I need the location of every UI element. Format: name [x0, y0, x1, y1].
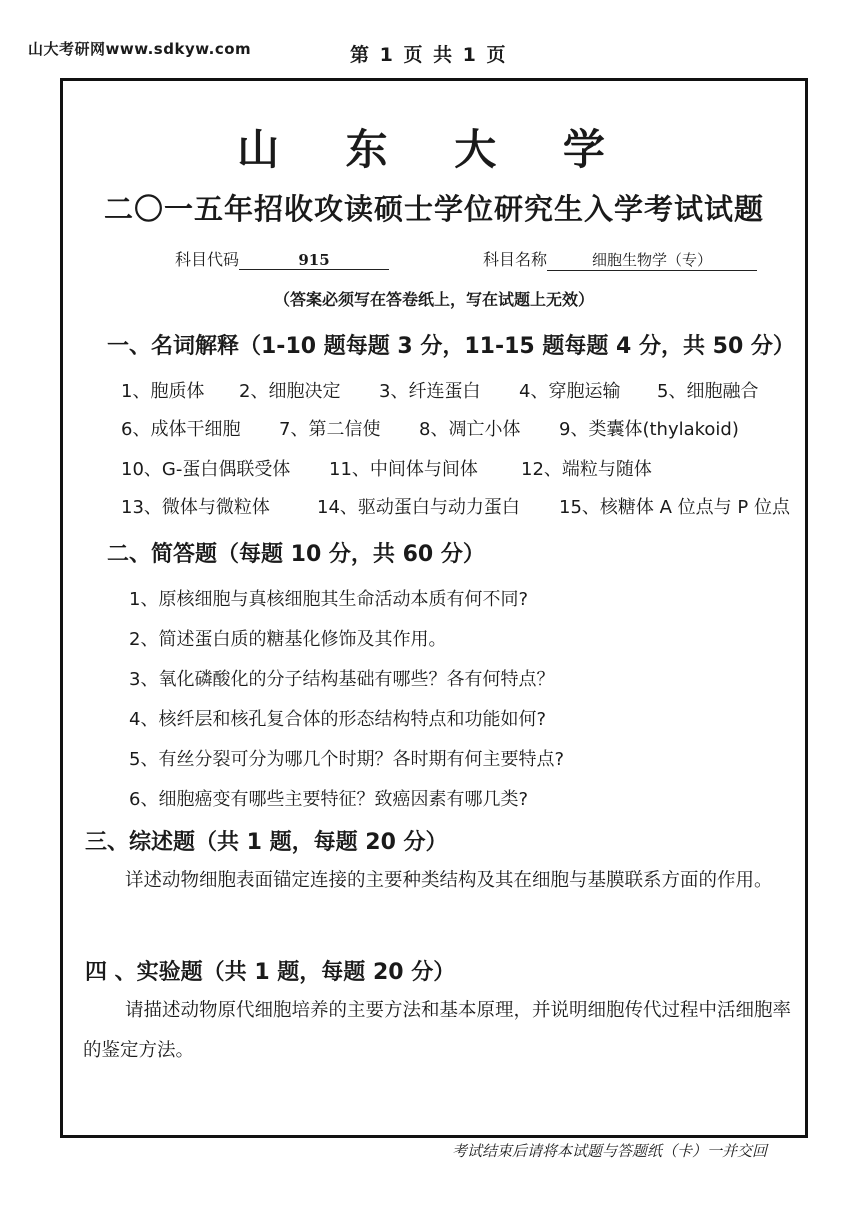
university-name: 山 东 大 学 [237, 125, 631, 174]
term-item: 5、细胞融合 [657, 381, 759, 402]
term-item: 11、中间体与间体 [329, 459, 478, 480]
term-item: 1、胞质体 [121, 381, 205, 402]
term-item: 3、纤连蛋白 [379, 381, 481, 402]
question-item: 2、简述蛋白质的糖基化修饰及其作用。 [129, 629, 447, 650]
subject-code [175, 247, 389, 270]
section2-title: 二、简答题（每题 10 分，共 60 分） [107, 542, 485, 567]
term-item: 8、凋亡小体 [419, 419, 521, 440]
term-item: 9、类囊体(thylakoid) [559, 419, 739, 440]
term-item: 10、G-蛋白偶联受体 [121, 459, 291, 480]
question-item: 3、氧化磷酸化的分子结构基础有哪些？各有何特点？ [129, 669, 555, 690]
term-item: 14、驱动蛋白与动力蛋白 [317, 497, 520, 518]
site-watermark: 山大考研网www.sdkyw.com [28, 40, 252, 58]
question-item: 1、原核细胞与真核细胞其生命活动本质有何不同? [129, 589, 529, 610]
term-item: 12、端粒与随体 [521, 459, 652, 480]
term-item: 2、细胞决定 [239, 381, 341, 402]
subject-name-label: 科目名称 [483, 250, 548, 269]
section3-text: 详述动物细胞表面锚定连接的主要种类结构及其在细胞与基膜联系方面的作用。 [125, 870, 773, 891]
section3-title: 三、综述题（共 1 题，每题 20 分） [85, 830, 448, 855]
subject-name-value: 细胞生物学（专） [547, 249, 757, 271]
section4-title: 四 、实验题（共 1 题，每题 20 分） [85, 960, 456, 985]
section1-title: 一、名词解释（1-10 题每题 3 分，11-15 题每题 4 分，共 50 分） [107, 334, 795, 359]
term-item: 13、微体与微粒体 [121, 497, 270, 518]
term-item: 4、穿胞运输 [519, 381, 621, 402]
page-number: 第 1 页 共 1 页 [350, 44, 508, 66]
question-item: 4、核纤层和核孔复合体的形态结构特点和功能如何? [129, 709, 547, 730]
footer-note: 考试结束后请将本试题与答题纸（卡）一并交回 [452, 1142, 768, 1160]
subject-name [483, 247, 757, 271]
subject-code-label: 科目代码 [175, 250, 240, 269]
question-item: 6、细胞癌变有哪些主要特征？致癌因素有哪几类? [129, 789, 529, 810]
question-item: 5、有丝分裂可分为哪几个时期？各时期有何主要特点? [129, 749, 565, 770]
section4-text: 请描述动物原代细胞培养的主要方法和基本原理，并说明细胞传代过程中活细胞率的鉴定方法。 [83, 1000, 792, 1061]
term-item: 6、成体干细胞 [121, 419, 241, 440]
exam-title: 二〇一五年招收攻读硕士学位研究生入学考试试题 [103, 192, 764, 226]
term-item: 7、第二信使 [279, 419, 381, 440]
answer-notice: （答案必须写在答卷纸上，写在试题上无效） [273, 290, 594, 309]
term-item: 15、核糖体 A 位点与 P 位点 [559, 497, 790, 518]
exam-frame [60, 78, 808, 1138]
subject-code-value: 915 [239, 251, 389, 270]
